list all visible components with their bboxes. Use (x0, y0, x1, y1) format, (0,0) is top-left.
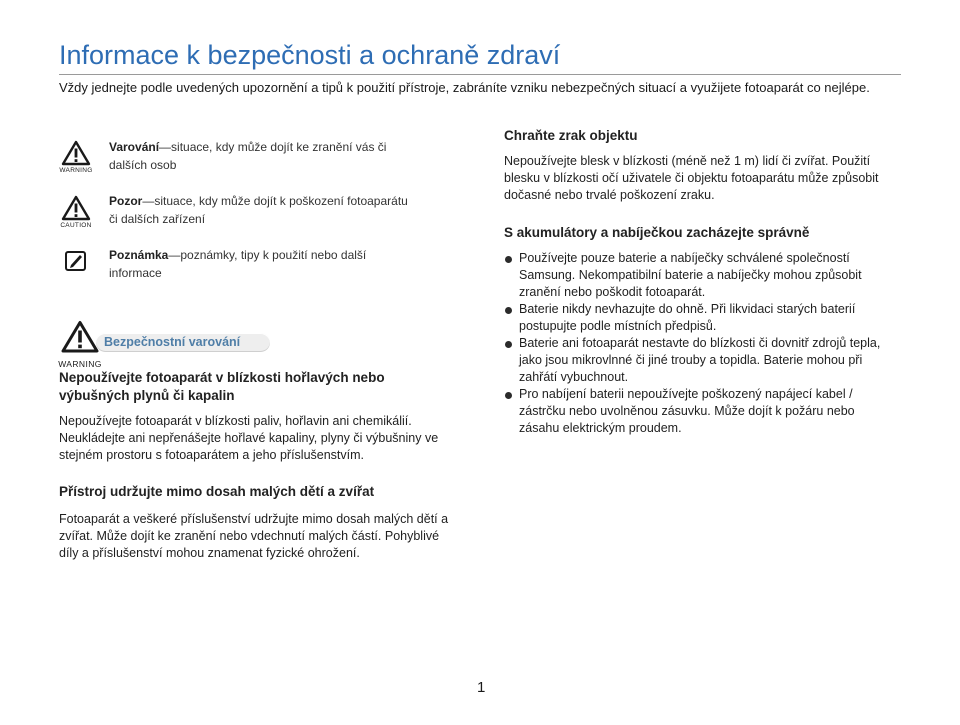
legend-note-icon-group (54, 250, 98, 272)
list-item-text: Baterie ani fotoaparát nestavte do blízkosti či dovnitř zdrojů tepla, jako jsou mikrovlnné či jiné trouby a topidla. Baterie mohou při zahřátí vybuchnout. (519, 336, 881, 384)
battery-body (504, 250, 889, 437)
warning-icon (61, 320, 99, 353)
bullet-icon (505, 307, 512, 314)
legend-caution-icon-group (54, 195, 98, 229)
flammable-paragraph: Nepoužívejte fotoaparát v blízkosti paliv, hořlavin ani chemikálií. Neukládejte ani nepřenášejte hořlavé kapaliny, plyny či výbušniny ve stejném prostoru s fotoaparátem a jeho příslušenstvím. (59, 414, 439, 462)
section-warning-icon-group (58, 320, 102, 369)
legend-warning-text (109, 138, 419, 174)
list-item (504, 250, 889, 301)
legend-warning-term: Varování (109, 140, 160, 154)
bullet-icon (505, 392, 512, 399)
list-item (504, 335, 889, 386)
legend-caution-description: —situace, kdy může dojít k poškození fotoaparátu či dalších zařízení (109, 194, 408, 226)
section-warning-caption: WARNING (58, 359, 102, 369)
title-divider (59, 74, 901, 75)
flammable-heading: Nepoužívejte fotoaparát v blízkosti hořlavých nebo výbušných plynů či kapalin (59, 370, 385, 403)
bullet-icon (505, 341, 512, 348)
legend-note-term: Poznámka (109, 248, 169, 262)
eyes-heading: Chraňte zrak objektu (504, 128, 638, 143)
warning-icon (61, 140, 91, 166)
warning-icon-caption: WARNING (59, 167, 93, 174)
legend-caution-term: Pozor (109, 194, 143, 208)
eyes-paragraph: Nepoužívejte blesk v blízkosti (méně než 1 m) lidí či zvířat. Použití blesku v blízkosti očí uživatele či objektu fotoaparátu může způsobit dočasné nebo trvalé poškození zraku. (504, 154, 879, 202)
children-body (59, 511, 454, 562)
flammable-body (59, 413, 459, 464)
caution-icon-caption: CAUTION (60, 222, 92, 229)
bullet-icon (505, 256, 512, 263)
note-icon (64, 250, 88, 272)
children-paragraph: Fotoaparát a veškeré příslušenství udržujte mimo dosah malých dětí a zvířat. Může dojít ke zranění nebo vdechnutí malých částí. Pohyblivé díly a příslušenství mohou znamenat fyzické ohrožení. (59, 512, 449, 560)
list-item (504, 386, 889, 437)
section-label: Bezpečnostní varování (104, 335, 241, 349)
caution-icon (61, 195, 91, 221)
page-title: Informace k bezpečnosti a ochraně zdraví (59, 40, 561, 70)
eyes-body (504, 153, 899, 204)
list-item-text: Pro nabíjení baterii nepoužívejte poškozený napájecí kabel / zástrčku nebo uvolněnou zásuvku. Může dojít k požáru nebo zásahu elektrickým proudem. (519, 387, 855, 435)
page-subtitle: Vždy jednejte podle uvedených upozornění a tipů k použití přístroje, zabráníte vzniku nebezpečných situací a využijete fotoaparát co nejlépe. (59, 80, 870, 95)
list-item-text: Používejte pouze baterie a nabíječky schválené společností Samsung. Nekompatibilní baterie a nabíječky mohou způsobit zranění nebo poškodit fotoaparát. (519, 251, 862, 299)
legend-note-description: —poznámky, tipy k použití nebo další informace (109, 248, 367, 280)
list-item-text: Baterie nikdy nevhazujte do ohně. Při likvidaci starých baterií postupujte podle místních předpisů. (519, 302, 856, 333)
page-number: 1 (477, 679, 486, 696)
list-item (504, 301, 889, 335)
legend-warning-icon-group (54, 140, 98, 174)
legend-note-text (109, 246, 419, 282)
children-heading: Přístroj udržujte mimo dosah malých dětí a zvířat (59, 484, 375, 499)
battery-heading: S akumulátory a nabíječkou zacházejte správně (504, 225, 810, 240)
legend-warning-description: —situace, kdy může dojít ke zranění vás či dalších osob (109, 140, 387, 172)
battery-bullet-list (504, 250, 889, 437)
legend-caution-text (109, 192, 419, 228)
